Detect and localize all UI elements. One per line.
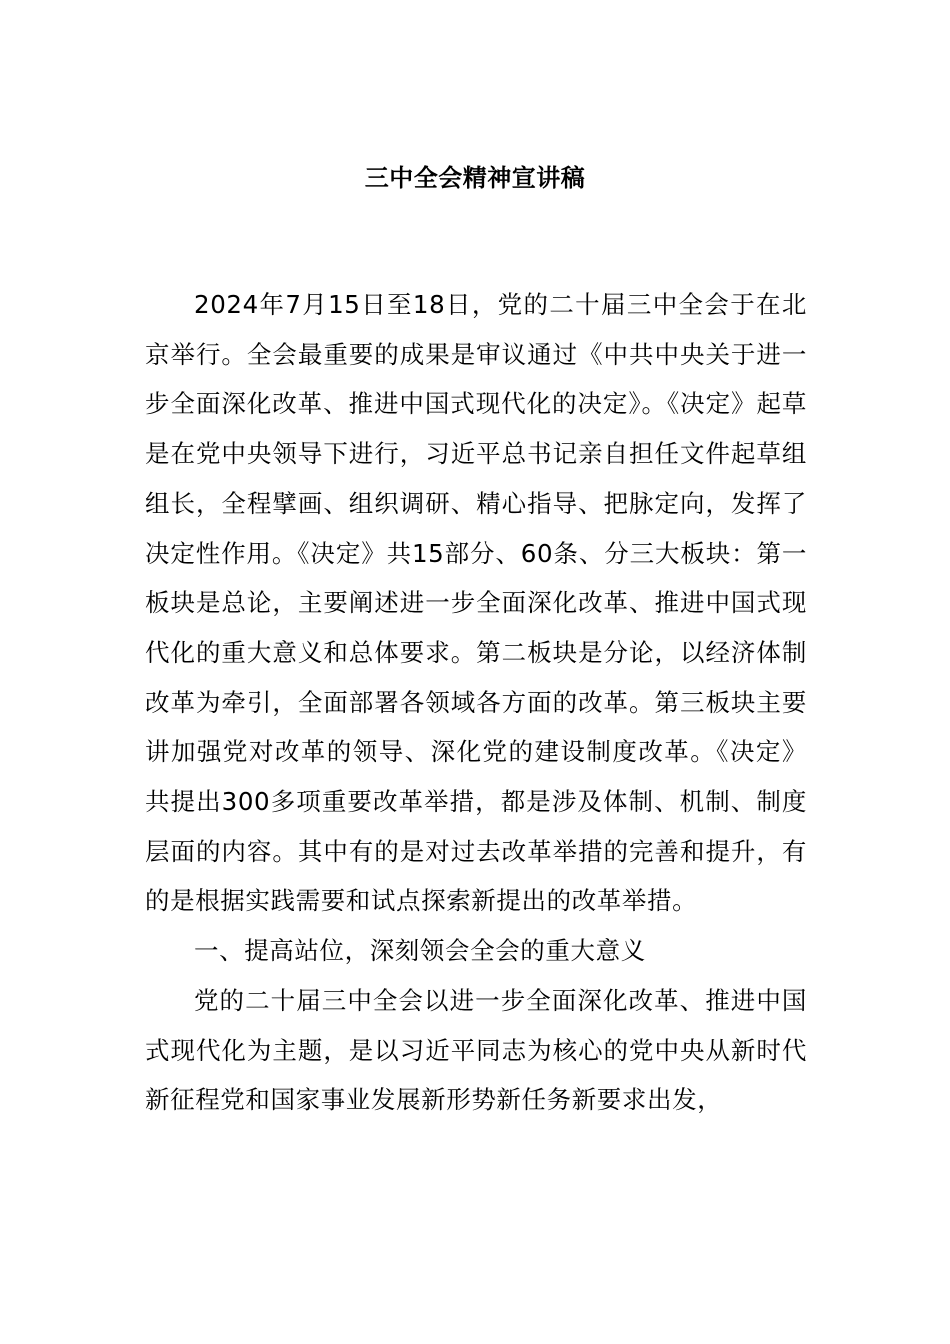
section-heading: 一、提高站位，深刻领会全会的重大意义 <box>194 936 646 966</box>
document-body <box>145 280 807 1125</box>
section-paragraph: 党的二十届三中全会以进一步全面深化改革、推进中国式现代化为主题，是以习近平同志为核心的党中央从新时代新征程党和国家事业发展新形势新任务新要求出发， <box>145 985 807 1115</box>
document-title: 三中全会精神宣讲稿 <box>364 164 586 192</box>
intro-paragraph: 2024年7月15日至18日，党的二十届三中全会于在北京举行。全会最重要的成果是审议通过《中共中央关于进一步全面深化改革、推进中国式现代化的决定》。《决定》起草是在党中央领导下进行，习近平总书记亲自担任文件起草组组长，全程擘画、组织调研、精心指导、把脉定向，发挥了决定性作用。《决定》共15部分、60条、分三大板块：第一板块是总论，主要阐述进一步全面深化改革、推进中国式现代化的重大意义和总体要求。第二板块是分论，以经济体制改革为牵引，全面部署各领域各方面的改革。第三板块主要讲加强党对改革的领导、深化党的建设制度改革。《决定》共提出300多项重要改革举措，都是涉及体制、机制、制度层面的内容。其中有的是对过去改革举措的完善和提升，有的是根据实践需要和试点探索新提出的改革举措。 <box>145 290 807 916</box>
